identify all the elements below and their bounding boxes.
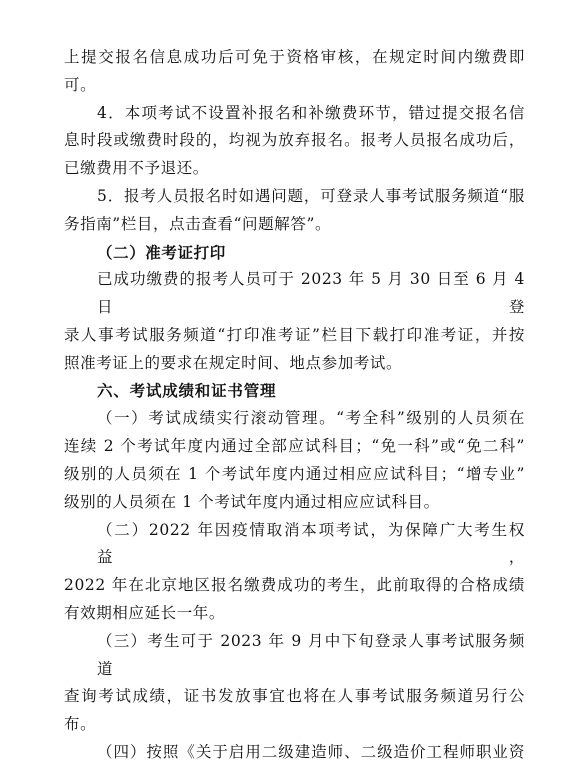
text-line: 照准考证上的要求在规定时间、地点参加考试。: [64, 353, 403, 372]
text-line: 查询考试成绩，证书发放事宜也将在人事考试服务频道另行公: [64, 687, 525, 706]
text-line: 录人事考试服务频道“打印准考证”栏目下载打印准考证，并按: [64, 325, 525, 344]
text-line: 息时段或缴费时段的，均视为放弃报名。报考人员报名成功后，: [64, 131, 525, 150]
text-line: 连续 2 个考试年度内通过全部应试科目；“免一科”或“免二科”: [64, 437, 525, 456]
text-line: 级别的人员须在 1 个考试年度内通过相应应试科目；“增专业”: [64, 464, 525, 483]
section-subheading: （二）准考证打印: [97, 242, 226, 262]
section-heading: 六、考试成绩和证书管理: [97, 381, 277, 400]
text-line: （二）2022 年因疫情取消本项考试，为保障广大考生权益，: [97, 520, 525, 567]
text-line: 已成功缴费的报考人员可于 2023 年 5 月 30 日至 6 月 4 日登: [97, 270, 525, 317]
text-line: 有效期相应延长一年。: [64, 603, 226, 622]
text-line: 布。: [64, 715, 97, 734]
text-line: 可。: [64, 75, 97, 94]
text-line: 级别的人员须在 1 个考试年度内通过相应应试科目。: [64, 492, 440, 511]
text-line: 4．本项考试不设置补报名和补缴费环节，错过提交报名信: [97, 103, 525, 122]
text-line: （四）按照《关于启用二级建造师、二级造价工程师职业资: [97, 742, 525, 761]
text-line: 5．报考人员报名时如遇问题，可登录人事考试服务频道“服: [97, 186, 525, 205]
text-line: 2022 年在北京地区报名缴费成功的考生，此前取得的合格成绩: [64, 576, 525, 595]
text-line: 务指南”栏目，点击查看“问题解答”。: [64, 214, 332, 233]
text-line: 已缴费用不予退还。: [64, 159, 209, 178]
text-line: 上提交报名信息成功后可免于资格审核，在规定时间内缴费即: [64, 48, 525, 66]
text-line: （一）考试成绩实行滚动管理。“考全科”级别的人员须在: [97, 409, 525, 428]
text-line: （三）考生可于 2023 年 9 月中下旬登录人事考试服务频道: [97, 631, 525, 678]
